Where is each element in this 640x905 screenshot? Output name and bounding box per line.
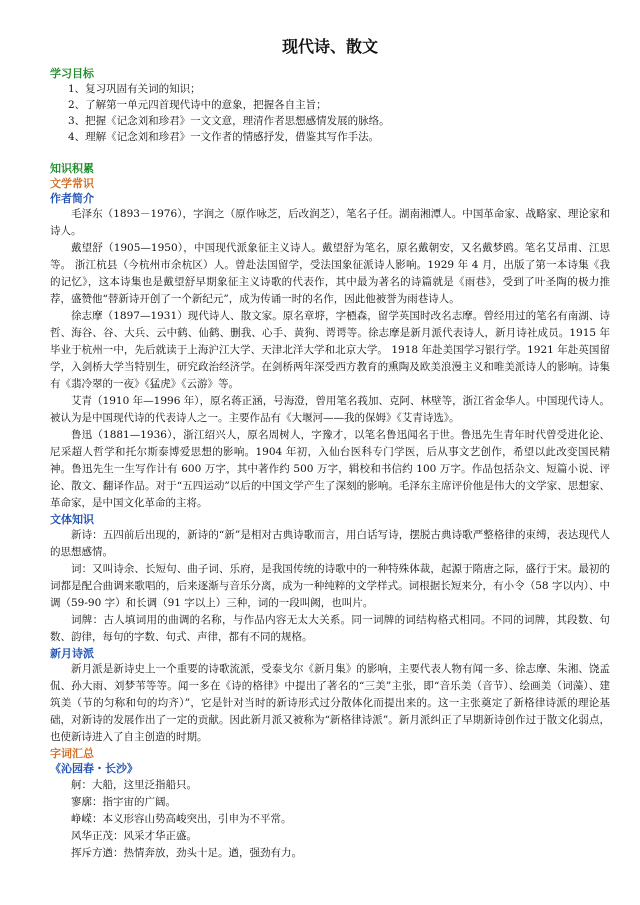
- xinyue-paragraph: 新月派是新诗史上一个重要的诗歌流派，受泰戈尔《新月集》的影响，主要代表人物有闻一多、徐志摩、朱湘、饶孟侃、孙大雨、刘梦苇等等。闻一多在《诗的格律》中提出了著名的“三美”主张，即“音乐美（音节）、绘画美（词藻）、建筑美（节的匀称和句的均齐）”，它是针对当时的新诗形式过分散体化而提出来的。这一主张奠定了新格律诗派的理论基础，对新诗的发展作出了一定的贡献。因此新月派又被称为“新格律诗派”。新月派纠正了早期新诗创作过于散文化弱点，也使新诗进入了自主创造的时期。: [50, 663, 610, 743]
- author-paragraph: 徐志摩（1897—1931）现代诗人、散文家。原名章垿，字槱森，留学英国时改名志摩。曾经用过的笔名有南湖、诗哲、海谷、谷、大兵、云中鹤、仙鹤、删我、心手、黄狗、谔谔等。徐志摩是新月派代表诗人，新月诗社成员。1915 年毕业于杭州一中，先后就读于上海沪江大学、天津北洋大学和北京大学。 1918 年赴美国学习银行学。1921 年赴英国留学，入剑桥大学当特别生，研究政治经济学。在剑桥两年深受西方教育的熏陶及欧美浪漫主义和唯美派诗人的影响。诗集有《翡冷翠的一夜》《猛虎》《云游》等。: [50, 310, 610, 390]
- author-paragraph: 毛泽东（1893－1976），字润之（原作咏芝，后改润芝），笔名子任。湖南湘潭人。中国革命家、战略家、理论家和诗人。: [50, 208, 610, 237]
- xinyue-heading: 新月诗派: [50, 647, 94, 660]
- page-title: 现代诗、散文: [281, 37, 378, 56]
- document-page: [50, 36, 610, 862]
- goals-heading: 学习目标: [50, 67, 94, 80]
- knowledge-heading: 知识积累: [50, 162, 94, 175]
- vocab-item: 舸：大船，这里泛指船只。: [71, 779, 197, 791]
- literary-heading: 文学常识: [50, 177, 94, 190]
- style-heading: 文体知识: [50, 513, 94, 526]
- style-paragraph: 新诗：五四前后出现的，新诗的“新”是相对古典诗歌而言，用白话写诗，摆脱古典诗歌严整格律的束缚，表达现代人的思想感情。: [50, 529, 610, 558]
- goal-item: 2、了解第一单元四首现代诗中的意象，把握各自主旨；: [68, 99, 327, 111]
- style-paragraph: 词：又叫诗余、长短句、曲子词、乐府，是我国传统的诗歌中的一种特殊体裁，起源于隋唐之际，盛行于宋。最初的词都是配合曲调来歌唱的，后来逐渐与音乐分离，成为一种纯粹的文学样式。词根据长短来分，有小令（58 字以内）、中调（59-90 字）和长调（91 字以上）三种，词的一段叫阙，也叫片。: [50, 563, 610, 609]
- authors-heading: 作者简介: [50, 192, 94, 205]
- author-paragraph: 鲁迅（1881—1936），浙江绍兴人，原名周树人，字豫才，以笔名鲁迅闻名于世。鲁迅先生青年时代曾受进化论、尼采超人哲学和托尔斯泰博爱思想的影响。1904 年初，入仙台医科专门学医，后从事文艺创作，希望以此改变国民精神。鲁迅先生一生写作计有 600 万字，其中著作约 500 万字，辑校和书信约 100 万字。作品包括杂文、短篇小说、评论、散文、翻译作品。对于“五四运动”以后的中国文学产生了深刻的影响。毛泽东主席评价他是伟大的文学家、思想家、革命家，是中国文化革命的主将。: [50, 429, 610, 509]
- vocab-item: 风华正茂：风采才华正盛。: [71, 830, 197, 842]
- vocab-heading: 字词汇总: [50, 747, 94, 760]
- vocab-item: 峥嵘：本义形容山势高峻突出，引申为不平常。: [71, 813, 292, 825]
- poem-title: 《沁园春・长沙》: [50, 762, 138, 775]
- goal-item: 1、复习巩固有关词的知识；: [68, 83, 201, 95]
- style-paragraph: 词牌：古人填词用的曲调的名称，与作品内容无太大关系。同一词牌的词结构格式相同。不同的词牌，其段数、句数、韵律，每句的字数、句式、声律，都有不同的规格。: [50, 614, 610, 643]
- goal-item: 3、把握《记念刘和珍君》一文文意，理清作者思想感情发展的脉络。: [68, 115, 390, 127]
- goal-item: 4、理解《记念刘和珍君》一文作者的情感抒发，借鉴其写作手法。: [68, 131, 380, 143]
- author-paragraph: 艾青（1910 年—1996 年），原名蒋正涵，号海澄，曾用笔名莪加、克阿、林壁等，浙江省金华人。中国现代诗人。被认为是中国现代诗的代表诗人之一。主要作品有《大堰河——我的保姆》《艾青诗选》。: [50, 395, 610, 424]
- vocab-item: 挥斥方遒：热情奔放，劲头十足。遒，强劲有力。: [71, 847, 302, 859]
- author-paragraph: 戴望舒（1905—1950），中国现代派象征主义诗人。戴望舒为笔名，原名戴朝安，又名戴梦鸥。笔名艾昂甫、江思等。 浙江杭县（今杭州市余杭区）人。曾赴法国留学，受法国象征派诗人影响。1929 年 4 月，出版了第一本诗集《我的记忆》，这本诗集也是戴望舒早期象征主义诗歌的代表作，其中最为著名的诗篇就是《雨巷》，受到了叶圣陶的极力推荐，盛赞他“替新诗开创了一个新纪元”，成为传诵一时的名作，因此他被誉为雨巷诗人。: [50, 242, 610, 305]
- vocab-item: 寥廓：指宇宙的广阔。: [71, 796, 176, 808]
